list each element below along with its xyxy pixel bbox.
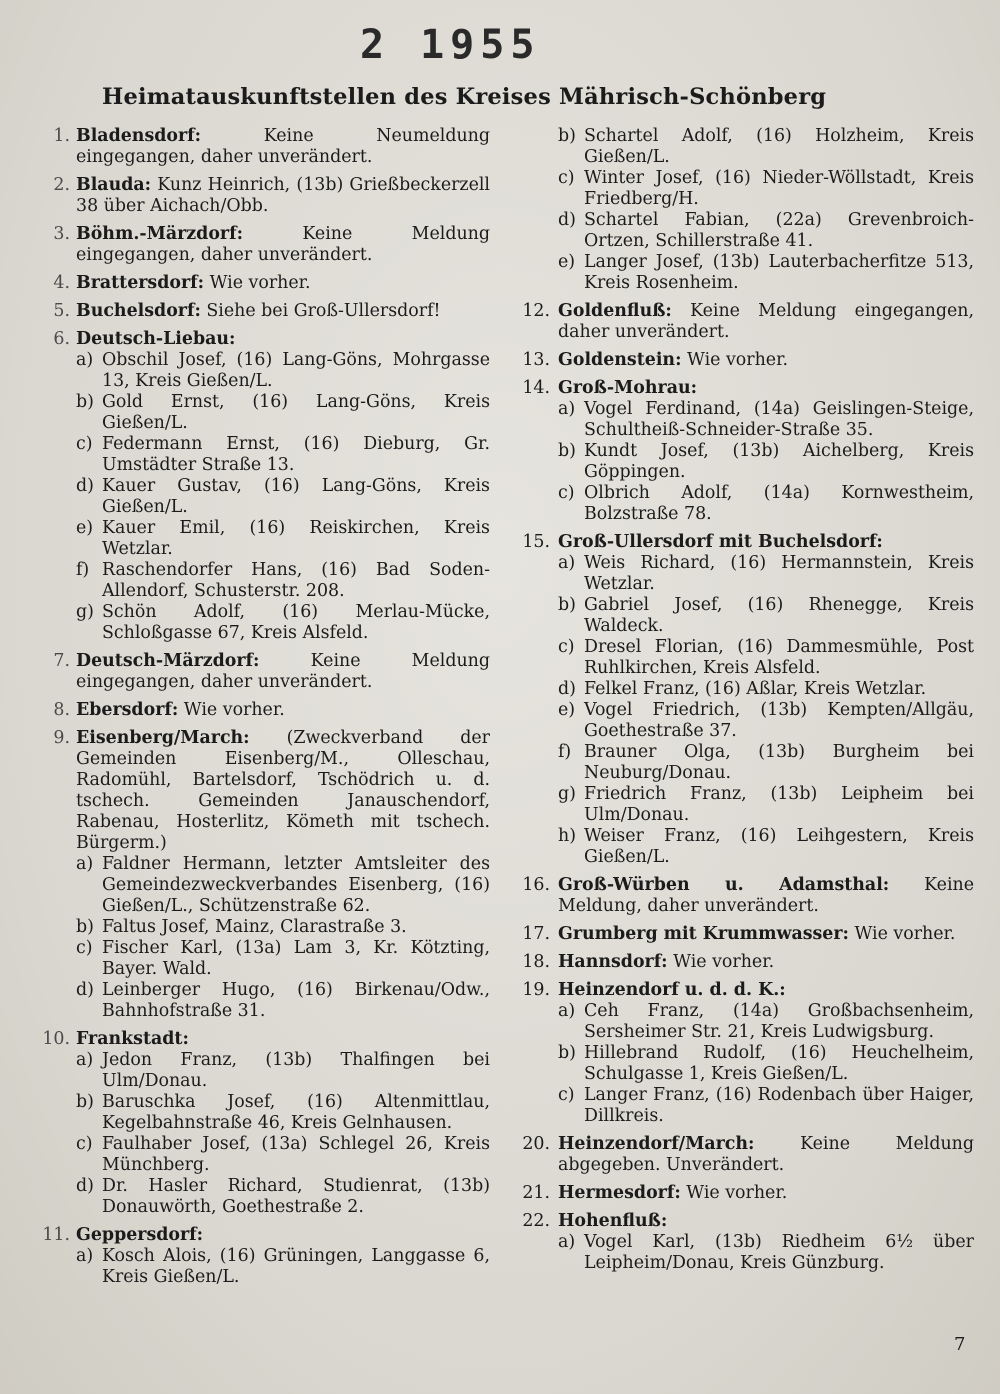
sub-entry-label: e) bbox=[76, 518, 94, 538]
entry-text: Keine Meldung eingegangen, daher unverändert. bbox=[76, 651, 490, 692]
entry-number: 21. bbox=[522, 1183, 550, 1203]
sub-entry-text: Olbrich Adolf, (14a) Kornwestheim, Bolzstraße 78. bbox=[584, 483, 974, 524]
entry-heading bbox=[76, 651, 490, 693]
sub-entry-text: Raschendorfer Hans, (16) Bad Soden-Allendorf, Schusterstr. 208. bbox=[102, 560, 490, 601]
sub-entry-label: c) bbox=[76, 434, 93, 454]
entry-text: Keine Meldung eingegangen, daher unverändert. bbox=[76, 224, 490, 265]
entry-heading bbox=[76, 126, 490, 168]
place-name: Blauda: bbox=[76, 175, 152, 195]
entry-heading bbox=[558, 1183, 974, 1204]
sub-entry-text: Faltus Josef, Mainz, Clarastraße 3. bbox=[102, 917, 407, 937]
entry-number: 5. bbox=[53, 301, 70, 321]
sub-entry bbox=[558, 399, 974, 441]
sub-entry-text: Felkel Franz, (16) Aßlar, Kreis Wetzlar. bbox=[584, 679, 927, 699]
entry-text: (Zweckverband der Gemeinden Eisenberg/M., Olleschau, Radomühl, Bartelsdorf, Tschödrich u. d. tschech. Gemeinden Janauschendorf, Rabenau, Hosterlitz, Kömeth mit tschech. Bürgerm.) bbox=[76, 728, 490, 853]
sub-entry-text: Obschil Josef, (16) Lang-Göns, Mohrgasse 13, Kreis Gießen/L. bbox=[102, 350, 490, 391]
place-name: Brattersdorf: bbox=[76, 273, 205, 293]
entry-number: 14. bbox=[522, 378, 550, 398]
entry-text: Keine Neumeldung eingegangen, daher unverändert. bbox=[76, 126, 490, 167]
directory-entry bbox=[512, 952, 974, 973]
place-name: Geppersdorf: bbox=[76, 1225, 204, 1245]
sub-entry-text: Ceh Franz, (14a) Großbachsenheim, Sersheimer Str. 21, Kreis Ludwigsburg. bbox=[584, 1001, 974, 1042]
directory-entry bbox=[38, 728, 490, 1022]
entry-heading bbox=[76, 1029, 490, 1050]
sub-entry bbox=[76, 938, 490, 980]
sub-entry bbox=[558, 126, 974, 168]
sub-entry-text: Winter Josef, (16) Nieder-Wöllstadt, Kreis Friedberg/H. bbox=[584, 168, 974, 209]
place-name: Deutsch-Liebau: bbox=[76, 329, 236, 349]
directory-entry bbox=[38, 301, 490, 322]
entry-heading bbox=[558, 980, 974, 1001]
sub-entry-label: b) bbox=[76, 917, 94, 937]
sub-entry-label: d) bbox=[76, 476, 94, 496]
entry-text: Wie vorher. bbox=[854, 924, 956, 944]
sub-entry bbox=[76, 854, 490, 917]
sub-entry bbox=[558, 168, 974, 210]
sub-entry-text: Brauner Olga, (13b) Burgheim bei Neuburg/Donau. bbox=[584, 742, 974, 783]
place-name: Hermesdorf: bbox=[558, 1183, 681, 1203]
entry-heading bbox=[76, 700, 490, 721]
sub-entry bbox=[558, 1043, 974, 1085]
sub-entry-label: e) bbox=[558, 700, 576, 720]
entry-number: 16. bbox=[522, 875, 550, 895]
directory-entry bbox=[512, 532, 974, 868]
entry-text: Wie vorher. bbox=[687, 350, 788, 370]
place-name: Bladensdorf: bbox=[76, 126, 202, 146]
sub-entry-label: c) bbox=[558, 637, 575, 657]
sub-entry bbox=[558, 679, 974, 700]
sub-entry-text: Vogel Friedrich, (13b) Kempten/Allgäu, Goethestraße 37. bbox=[584, 700, 974, 741]
directory-entry bbox=[512, 1183, 974, 1204]
sub-entry-label: d) bbox=[76, 980, 94, 1000]
sub-entry bbox=[76, 980, 490, 1022]
directory-entry bbox=[38, 126, 490, 168]
entry-heading bbox=[76, 175, 490, 217]
sub-entry-label: d) bbox=[558, 679, 576, 699]
entry-heading bbox=[76, 728, 490, 854]
place-name: Grumberg mit Krummwasser: bbox=[558, 924, 849, 944]
place-name: Heinzendorf u. d. d. K.: bbox=[558, 980, 786, 1000]
entry-number: 1. bbox=[53, 126, 70, 146]
sub-entry-label: a) bbox=[558, 1001, 576, 1021]
entry-heading bbox=[76, 329, 490, 350]
place-name: Frankstadt: bbox=[76, 1029, 189, 1049]
sub-entry-text: Kundt Josef, (13b) Aichelberg, Kreis Göppingen. bbox=[584, 441, 974, 482]
sub-entry-label: a) bbox=[76, 350, 94, 370]
sub-entry-label: h) bbox=[558, 826, 576, 846]
sub-entry bbox=[76, 1176, 490, 1218]
issue-number: 2 bbox=[360, 22, 391, 68]
entry-number: 11. bbox=[42, 1225, 70, 1245]
sub-entry bbox=[558, 1232, 974, 1274]
directory-entry bbox=[512, 126, 974, 294]
sub-entry bbox=[558, 1085, 974, 1127]
sub-entry bbox=[558, 595, 974, 637]
sub-entry-label: d) bbox=[76, 1176, 94, 1196]
place-name: Heinzendorf/March: bbox=[558, 1134, 755, 1154]
sub-entry-text: Schartel Fabian, (22a) Grevenbroich-Ortzen, Schillerstraße 41. bbox=[584, 210, 974, 251]
entry-number: 20. bbox=[522, 1134, 550, 1154]
entry-heading bbox=[558, 378, 974, 399]
sub-entry-text: Langer Josef, (13b) Lauterbacherfitze 513, Kreis Rosenheim. bbox=[584, 252, 974, 293]
sub-entry bbox=[76, 560, 490, 602]
sub-entry-text: Dresel Florian, (16) Dammesmühle, Post Ruhlkirchen, Kreis Alsfeld. bbox=[584, 637, 974, 678]
sub-entry bbox=[558, 553, 974, 595]
entry-number: 3. bbox=[53, 224, 70, 244]
directory-entry bbox=[512, 378, 974, 525]
sub-entry bbox=[76, 392, 490, 434]
sub-entry-text: Kauer Gustav, (16) Lang-Göns, Kreis Gießen/L. bbox=[102, 476, 490, 517]
place-name: Groß-Würben u. Adamsthal: bbox=[558, 875, 890, 895]
entry-number: 12. bbox=[522, 301, 550, 321]
directory-entry bbox=[38, 273, 490, 294]
entry-number: 4. bbox=[53, 273, 70, 293]
sub-entry-text: Leinberger Hugo, (16) Birkenau/Odw., Bahnhofstraße 31. bbox=[102, 980, 490, 1021]
sub-entry-label: a) bbox=[558, 1232, 576, 1252]
sub-entry bbox=[558, 1001, 974, 1043]
sub-entry-text: Weiser Franz, (16) Leihgestern, Kreis Gießen/L. bbox=[584, 826, 974, 867]
sub-entry bbox=[558, 784, 974, 826]
directory-entry bbox=[512, 980, 974, 1127]
sub-entry bbox=[558, 826, 974, 868]
sub-entry bbox=[76, 476, 490, 518]
page-number: 7 bbox=[954, 1334, 966, 1355]
place-name: Böhm.-Märzdorf: bbox=[76, 224, 243, 244]
directory-entry bbox=[38, 700, 490, 721]
entry-number: 13. bbox=[522, 350, 550, 370]
sub-entry bbox=[76, 1246, 490, 1288]
sub-entry bbox=[558, 483, 974, 525]
entry-text: Wie vorher. bbox=[673, 952, 775, 972]
left-column bbox=[38, 126, 490, 1295]
entry-number: 22. bbox=[522, 1211, 550, 1231]
sub-entry-text: Gold Ernst, (16) Lang-Göns, Kreis Gießen/L. bbox=[102, 392, 490, 433]
directory-entry bbox=[38, 1029, 490, 1218]
place-name: Ebersdorf: bbox=[76, 700, 179, 720]
sub-entry bbox=[558, 252, 974, 294]
sub-entry-text: Kauer Emil, (16) Reiskirchen, Kreis Wetzlar. bbox=[102, 518, 490, 559]
entry-text: Keine Meldung, daher unverändert. bbox=[558, 875, 975, 916]
sub-entry bbox=[558, 210, 974, 252]
sub-entry-text: Dr. Hasler Richard, Studienrat, (13b) Donauwörth, Goethestraße 2. bbox=[102, 1176, 490, 1217]
sub-entry bbox=[558, 742, 974, 784]
entry-text: Wie vorher. bbox=[183, 700, 285, 720]
entry-heading bbox=[558, 532, 974, 553]
directory-entry bbox=[512, 1134, 974, 1176]
sub-entry-label: b) bbox=[558, 441, 576, 461]
entry-heading bbox=[558, 350, 974, 371]
sub-entry bbox=[558, 637, 974, 679]
sub-entry-label: b) bbox=[76, 1092, 94, 1112]
entry-number: 19. bbox=[522, 980, 550, 1000]
sub-entry-label: c) bbox=[76, 1134, 93, 1154]
sub-entry-text: Federmann Ernst, (16) Dieburg, Gr. Umstädter Straße 13. bbox=[102, 434, 490, 475]
sub-entry-text: Faldner Hermann, letzter Amtsleiter des Gemeindezweckverbandes Eisenberg, (16) Gießen/L., Schützenstraße 62. bbox=[102, 854, 490, 916]
sub-entry-text: Gabriel Josef, (16) Rhenegge, Kreis Waldeck. bbox=[584, 595, 974, 636]
sub-entry-text: Friedrich Franz, (13b) Leipheim bei Ulm/Donau. bbox=[584, 784, 974, 825]
sub-entry-label: b) bbox=[76, 392, 94, 412]
place-name: Deutsch-Märzdorf: bbox=[76, 651, 260, 671]
place-name: Goldenstein: bbox=[558, 350, 682, 370]
entry-heading bbox=[76, 301, 490, 322]
entry-text: Keine Meldung eingegangen, daher unverändert. bbox=[558, 301, 974, 342]
sub-entry-label: d) bbox=[558, 210, 576, 230]
entry-number: 9. bbox=[53, 728, 70, 748]
sub-entry bbox=[76, 1092, 490, 1134]
page-title: Heimatauskunftstellen des Kreises Mährisch-Schönberg bbox=[102, 84, 827, 110]
entry-number: 10. bbox=[42, 1029, 70, 1049]
sub-entry bbox=[76, 1134, 490, 1176]
entry-heading bbox=[76, 1225, 490, 1246]
sub-entry-label: c) bbox=[558, 483, 575, 503]
directory-entry bbox=[38, 329, 490, 644]
sub-entry-label: c) bbox=[76, 938, 93, 958]
directory-entry bbox=[512, 875, 974, 917]
directory-entry bbox=[512, 924, 974, 945]
entry-number: 8. bbox=[53, 700, 70, 720]
place-name: Hannsdorf: bbox=[558, 952, 668, 972]
sub-entry-text: Hillebrand Rudolf, (16) Heuchelheim, Schulgasse 1, Kreis Gießen/L. bbox=[584, 1043, 974, 1084]
sub-entry-label: c) bbox=[558, 1085, 575, 1105]
sub-entry bbox=[558, 441, 974, 483]
sub-entry-label: f) bbox=[76, 560, 90, 580]
sub-entry-label: c) bbox=[558, 168, 575, 188]
sub-entry-label: a) bbox=[76, 1246, 94, 1266]
place-name: Buchelsdorf: bbox=[76, 301, 201, 321]
place-name: Eisenberg/March: bbox=[76, 728, 250, 748]
issue-header bbox=[360, 22, 570, 68]
entry-text: Wie vorher. bbox=[209, 273, 311, 293]
sub-entry bbox=[76, 434, 490, 476]
entry-text: Kunz Heinrich, (13b) Grießbeckerzell 38 über Aichach/Obb. bbox=[76, 175, 490, 216]
sub-entry-label: a) bbox=[558, 553, 576, 573]
sub-entry-text: Baruschka Josef, (16) Altenmittlau, Kegelbahnstraße 46, Kreis Gelnhausen. bbox=[102, 1092, 490, 1133]
sub-entry-label: a) bbox=[76, 854, 94, 874]
issue-year: 1955 bbox=[420, 22, 541, 68]
directory-entry bbox=[512, 1211, 974, 1274]
entry-number: 7. bbox=[53, 651, 70, 671]
sub-entry bbox=[76, 602, 490, 644]
sub-entry-text: Vogel Karl, (13b) Riedheim 6½ über Leipheim/Donau, Kreis Günzburg. bbox=[584, 1232, 974, 1273]
directory-entry bbox=[38, 651, 490, 693]
sub-entry-label: b) bbox=[558, 595, 576, 615]
entry-number: 15. bbox=[522, 532, 550, 552]
sub-entry-label: a) bbox=[558, 399, 576, 419]
entry-number: 18. bbox=[522, 952, 550, 972]
directory-entry bbox=[512, 350, 974, 371]
place-name: Hohenfluß: bbox=[558, 1211, 668, 1231]
sub-entry-label: g) bbox=[558, 784, 576, 804]
entry-number: 2. bbox=[53, 175, 70, 195]
sub-entry bbox=[76, 350, 490, 392]
sub-entry-text: Jedon Franz, (13b) Thalfingen bei Ulm/Donau. bbox=[102, 1050, 490, 1091]
sub-entry-label: a) bbox=[76, 1050, 94, 1070]
place-name: Groß-Ullersdorf mit Buchelsdorf: bbox=[558, 532, 883, 552]
entry-number: 6. bbox=[53, 329, 70, 349]
entry-heading bbox=[76, 224, 490, 266]
entry-text: Siehe bei Groß-Ullersdorf! bbox=[206, 301, 441, 321]
entry-text: Keine Meldung abgegeben. Unverändert. bbox=[558, 1134, 974, 1175]
entry-heading bbox=[558, 1211, 974, 1232]
sub-entry-label: g) bbox=[76, 602, 94, 622]
sub-entry-text: Schön Adolf, (16) Merlau-Mücke, Schloßgasse 67, Kreis Alsfeld. bbox=[102, 602, 490, 643]
sub-entry-label: f) bbox=[558, 742, 572, 762]
sub-entry-text: Fischer Karl, (13a) Lam 3, Kr. Kötzting, Bayer. Wald. bbox=[102, 938, 490, 979]
entry-heading bbox=[76, 273, 490, 294]
sub-entry-text: Weis Richard, (16) Hermannstein, Kreis Wetzlar. bbox=[584, 553, 974, 594]
sub-entry-text: Langer Franz, (16) Rodenbach über Haiger, Dillkreis. bbox=[584, 1085, 974, 1126]
sub-entry-text: Vogel Ferdinand, (14a) Geislingen-Steige, Schultheiß-Schneider-Straße 35. bbox=[584, 399, 974, 440]
sub-entry-label: e) bbox=[558, 252, 576, 272]
sub-entry-text: Kosch Alois, (16) Grüningen, Langgasse 6, Kreis Gießen/L. bbox=[102, 1246, 490, 1287]
directory-entry bbox=[512, 301, 974, 343]
sub-entry-label: b) bbox=[558, 126, 576, 146]
directory-entry bbox=[38, 1225, 490, 1288]
entry-heading bbox=[558, 924, 974, 945]
entry-heading bbox=[558, 301, 974, 343]
sub-entry bbox=[76, 518, 490, 560]
entry-heading bbox=[558, 952, 974, 973]
entry-heading bbox=[558, 875, 974, 917]
right-column bbox=[512, 126, 974, 1281]
entry-heading bbox=[558, 1134, 974, 1176]
entry-text: Wie vorher. bbox=[686, 1183, 788, 1203]
sub-entry-text: Faulhaber Josef, (13a) Schlegel 26, Kreis Münchberg. bbox=[102, 1134, 490, 1175]
entry-number: 17. bbox=[522, 924, 550, 944]
sub-entry bbox=[558, 700, 974, 742]
place-name: Goldenfluß: bbox=[558, 301, 672, 321]
directory-entry bbox=[38, 175, 490, 217]
sub-entry-text: Schartel Adolf, (16) Holzheim, Kreis Gießen/L. bbox=[584, 126, 974, 167]
sub-entry bbox=[76, 917, 490, 938]
directory-entry bbox=[38, 224, 490, 266]
sub-entry-label: b) bbox=[558, 1043, 576, 1063]
place-name: Groß-Mohrau: bbox=[558, 378, 698, 398]
sub-entry bbox=[76, 1050, 490, 1092]
